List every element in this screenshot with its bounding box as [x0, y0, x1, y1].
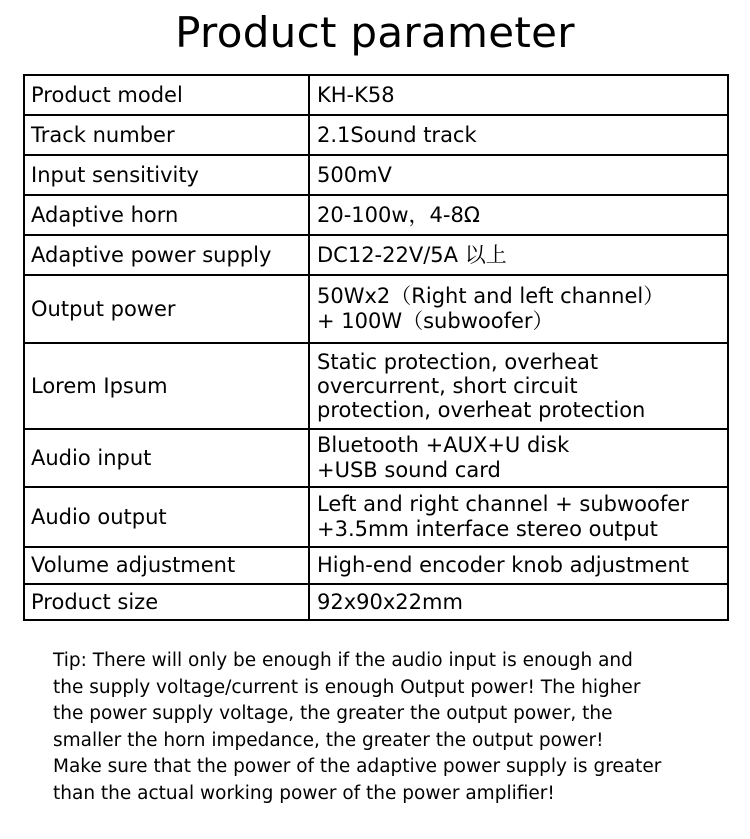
parameter-table [23, 74, 729, 621]
param-value-line: 2.1Sound track [317, 122, 477, 147]
param-value-line: Static protection, overheat [317, 350, 599, 374]
table-row [24, 343, 728, 429]
table-row [24, 584, 728, 620]
tip-line: Tip: There will only be enough if the audio input is enough and [53, 650, 633, 671]
param-value-line: 50Wx2（Right and left channel） [317, 284, 665, 308]
param-value-line: Left and right channel + subwoofer [317, 492, 689, 516]
param-value-line: High-end encoder knob adjustment [317, 553, 690, 577]
param-value-line: +USB sound card [317, 458, 501, 482]
param-label: Input sensitivity [24, 155, 309, 195]
param-value-line: DC12-22V/5A 以上 [317, 242, 507, 267]
param-label: Output power [24, 275, 309, 343]
param-label: Volume adjustment [24, 547, 309, 584]
tip-line: the supply voltage/current is enough Output power! The higher [53, 676, 641, 698]
param-label: Adaptive horn [24, 195, 309, 235]
table-row [24, 115, 728, 155]
param-value [309, 275, 728, 343]
param-value [309, 195, 728, 235]
tip-note [53, 648, 733, 807]
param-label: Product model [24, 75, 309, 115]
table-row [24, 487, 728, 547]
table-row [24, 75, 728, 115]
param-value-line: + 100W（subwoofer） [317, 309, 554, 333]
tip-line: smaller the horn impedance, the greater the output power! [53, 729, 604, 751]
param-value [309, 343, 728, 429]
tip-line: than the actual working power of the power amplifier! [53, 782, 555, 804]
param-label: Product size [24, 584, 309, 620]
param-value [309, 235, 728, 275]
param-value-line: 92x90x22mm [317, 589, 463, 614]
param-value-line: +3.5mm interface stereo output [317, 517, 658, 541]
param-value-line: KH-K58 [317, 82, 395, 107]
table-row [24, 429, 728, 487]
param-value-line: protection, overheat protection [317, 398, 646, 422]
tip-line: the power supply voltage, the greater the output power, the [53, 703, 613, 724]
param-value-line: 500mV [317, 162, 392, 187]
param-value-line: 20-100w，4-8Ω [317, 202, 480, 227]
param-value [309, 487, 728, 547]
param-label: Lorem Ipsum [24, 343, 309, 429]
param-label: Track number [24, 115, 309, 155]
table-row [24, 235, 728, 275]
param-value [309, 115, 728, 155]
table-row [24, 275, 728, 343]
param-value-line: overcurrent, short circuit [317, 374, 578, 398]
param-value [309, 75, 728, 115]
param-value [309, 429, 728, 487]
table-row [24, 155, 728, 195]
tip-line: Make sure that the power of the adaptive power supply is greater [53, 756, 662, 777]
table-row [24, 195, 728, 235]
param-label: Audio input [24, 429, 309, 487]
param-value [309, 155, 728, 195]
param-value [309, 584, 728, 620]
param-label: Audio output [24, 487, 309, 547]
page-title: Product parameter [175, 8, 575, 57]
param-value [309, 547, 728, 584]
table-row [24, 547, 728, 584]
param-value-line: Bluetooth +AUX+U disk [317, 433, 570, 457]
param-label: Adaptive power supply [24, 235, 309, 275]
